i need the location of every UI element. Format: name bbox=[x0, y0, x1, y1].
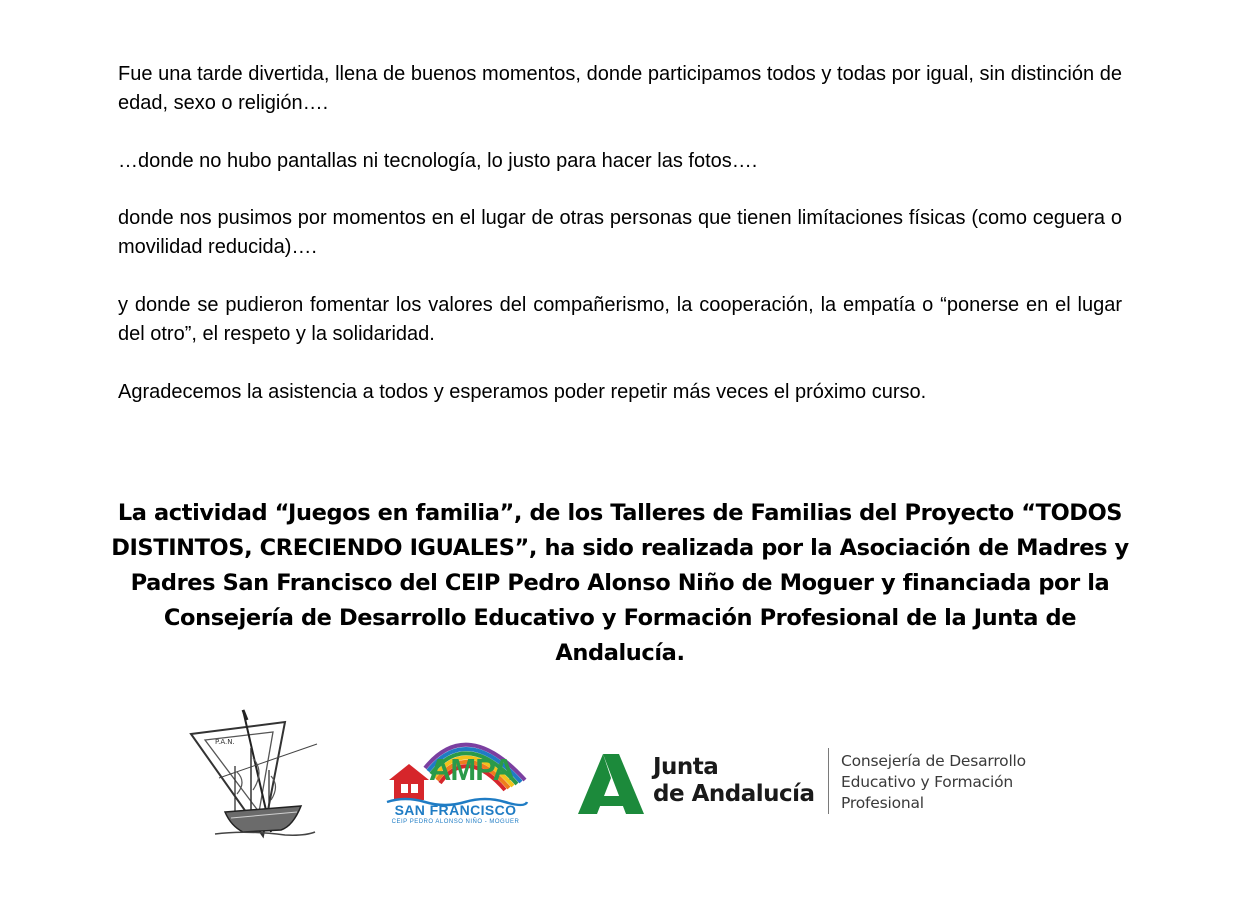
body-paragraph-3: donde nos pusimos por momentos en el lugar de otras personas que tienen limítaciones físicas (como ceguera o movilidad reducida)…. bbox=[118, 207, 1122, 258]
ampa-logo bbox=[385, 728, 530, 828]
junta-name-line-1: Junta bbox=[653, 754, 719, 780]
ceip-ship-emblem-icon bbox=[185, 708, 323, 842]
svg-text:P.A.N.: P.A.N. bbox=[215, 738, 235, 746]
body-paragraph-1: Fue una tarde divertida, llena de buenos momentos, donde participamos todos y todas por igual, sin distinción de edad, sexo o religión…. bbox=[118, 63, 1122, 114]
junta-name-line-2: de Andalucía bbox=[653, 781, 815, 807]
junta-andalucia-logo bbox=[578, 748, 1048, 820]
body-paragraph-4: y donde se pudieron fomentar los valores del compañerismo, la cooperación, la empatía o “ponerse en el lugar del otro”, el respeto y la solidaridad. bbox=[118, 294, 1122, 345]
junta-divider bbox=[828, 748, 829, 814]
junta-dept-line-1: Consejería de Desarrollo bbox=[841, 752, 1026, 770]
junta-andalucia-a-icon bbox=[578, 752, 644, 814]
ampa-subline: CEIP PEDRO ALONSO NIÑO - MOGUER bbox=[391, 819, 520, 825]
junta-dept-line-3: Profesional bbox=[841, 794, 924, 812]
funding-credit-text: La actividad “Juegos en familia”, de los Talleres de Familias del Proyecto “TODOS DISTINTOS, CRECIENDO IGUALES”, ha sido realizada por la Asociación de Madres y Padres San Francisco del CEIP Pedro Alonso Niño de Moguer y financiada por la Consejería de Desarrollo Educativo y Formación Profesional de la Junta de Andalucía. bbox=[111, 500, 1129, 666]
ceip-logo bbox=[185, 708, 323, 842]
junta-dept-line-2: Educativo y Formación bbox=[841, 773, 1014, 791]
ampa-name: SAN FRANCISCO bbox=[394, 802, 517, 818]
junta-department bbox=[841, 751, 1026, 814]
body-paragraph-2: …donde no hubo pantallas ni tecnología, lo justo para hacer las fotos…. bbox=[118, 150, 758, 172]
junta-name bbox=[653, 754, 815, 808]
body-paragraph-5: Agradecemos la asistencia a todos y esperamos poder repetir más veces el próximo curso. bbox=[118, 381, 927, 403]
ampa-wordmark: AMPA bbox=[429, 752, 514, 787]
